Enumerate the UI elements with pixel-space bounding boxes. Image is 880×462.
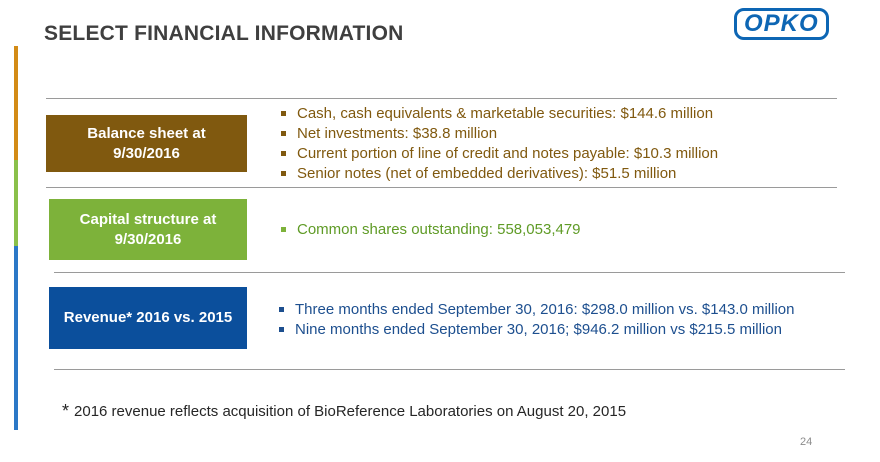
edge-bar-orange [14,46,18,160]
edge-bar-blue [14,246,18,430]
footnote-marker: * [62,401,70,421]
list-item: Three months ended September 30, 2016: $298.0 million vs. $143.0 million [279,300,794,320]
list-item: Cash, cash equivalents & marketable securities: $144.6 million [281,104,718,124]
edge-bar-green [14,160,18,246]
revenue-list [279,300,794,340]
list-item: Senior notes (net of embedded derivatives): $51.5 million [281,164,718,184]
opko-logo: OPKO [734,8,829,40]
list-item: Net investments: $38.8 million [281,124,718,144]
balance-sheet-label: Balance sheet at 9/30/2016 [46,115,247,172]
page-number: 24 [800,436,813,448]
revenue-label: Revenue* 2016 vs. 2015 [49,287,247,349]
divider [46,98,837,99]
list-item: Common shares outstanding: 558,053,479 [281,220,581,240]
slide-title: SELECT FINANCIAL INFORMATION [44,22,404,45]
divider [46,187,837,188]
list-item: Current portion of line of credit and notes payable: $10.3 million [281,144,718,164]
balance-sheet-list [281,104,718,184]
footnote [62,401,626,422]
footnote-text: 2016 revenue reflects acquisition of BioReference Laboratories on August 20, 2015 [74,403,627,420]
capital-structure-list [281,220,581,240]
divider [54,369,845,370]
capital-structure-label: Capital structure at 9/30/2016 [49,199,247,260]
list-item: Nine months ended September 30, 2016; $946.2 million vs $215.5 million [279,320,794,340]
divider [54,272,845,273]
